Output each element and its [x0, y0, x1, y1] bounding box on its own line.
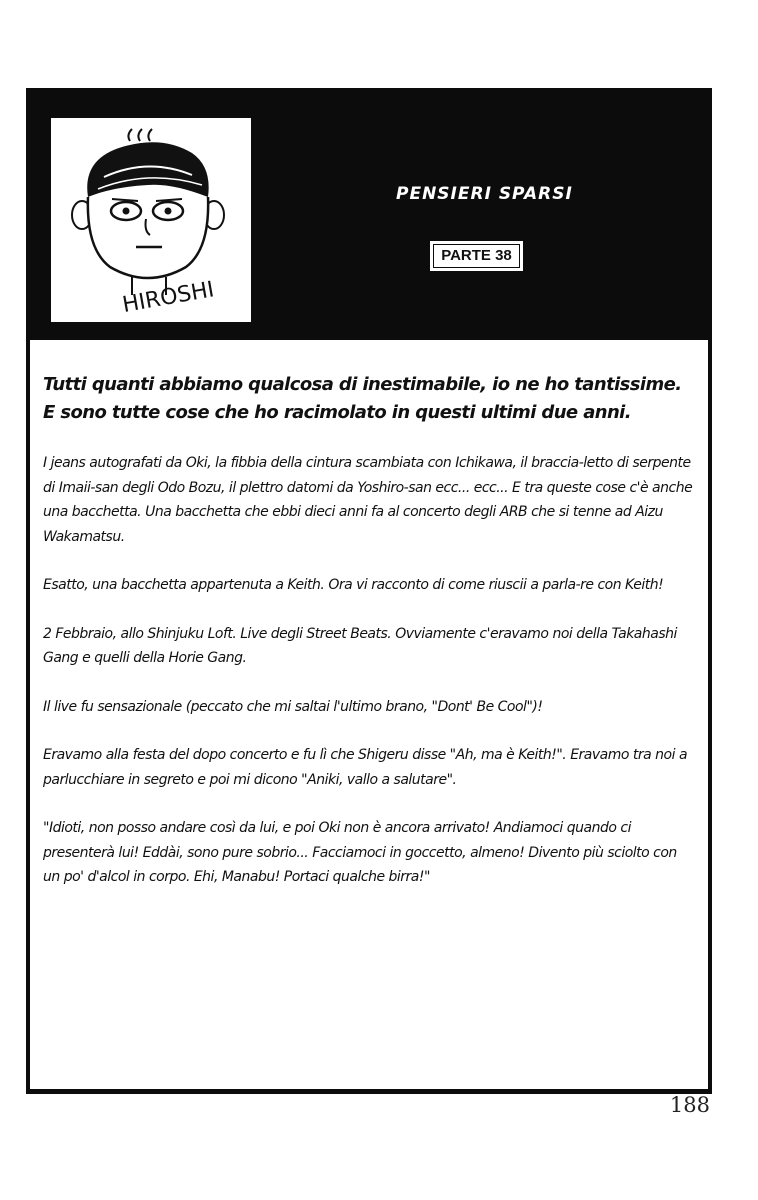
paragraph: "Idioti, non posso andare così da lui, e poi Oki non è ancora arrivato! Andiamoci quando ci presenterà lui! Eddài, sono pure sobrio... Facciamoci in goccetto, almeno! Divento più sciolto con un po' d'alcol in corpo. Ehi, Manabu! Portaci qualche birra!"	[43, 820, 677, 885]
author-portrait	[51, 118, 251, 322]
column-paragraphs	[43, 451, 693, 914]
intro-line: E sono tutte cose che ho racimolato in questi ultimi due anni.	[43, 402, 631, 423]
paragraph: Il live fu sensazionale (peccato che mi saltai l'ultimo brano, "Dont' Be Cool")!	[43, 698, 543, 715]
paragraph: I jeans autografati da Oki, la fibbia della cintura scambiata con Ichikawa, il braccia-letto di serpente di Imaii-san degli Odo Bozu, il plettro datomi da Yoshiro-san ecc... ecc... E tra queste cose c'è anche una bacchetta. Una bacchetta che ebbi dieci anni fa al concerto degli ARB che si tenne ad Aizu Wakamatsu.	[43, 455, 693, 545]
author-caricature-icon	[52, 119, 250, 321]
paragraph: Esatto, una bacchetta appartenuta a Keith. Ora vi racconto di come riuscii a parla-re con Keith!	[43, 577, 664, 593]
column-title: PENSIERI SPARSI	[396, 184, 573, 204]
svg-text:HIROSHI: HIROSHI	[120, 277, 217, 318]
paragraph: Eravamo alla festa del dopo concerto e fu lì che Shigeru disse "Ah, ma è Keith!". Eravamo tra noi a parlucchiare in segreto e poi mi dicono "Aniki, vallo a salutare".	[43, 747, 688, 788]
intro-text	[43, 371, 693, 427]
column-header	[26, 88, 712, 340]
column-frame	[26, 88, 712, 1094]
column-body	[30, 340, 708, 1089]
part-label: PARTE 38	[441, 247, 512, 264]
intro-line: Tutti quanti abbiamo qualcosa di inestimabile, io ne ho tantissime.	[43, 374, 682, 395]
paragraph: 2 Febbraio, allo Shinjuku Loft. Live degli Street Beats. Ovviamente c'eravamo noi della Takahashi Gang e quelli della Horie Gang.	[43, 625, 677, 666]
part-badge	[430, 241, 523, 271]
page-number: 188	[669, 1093, 710, 1117]
